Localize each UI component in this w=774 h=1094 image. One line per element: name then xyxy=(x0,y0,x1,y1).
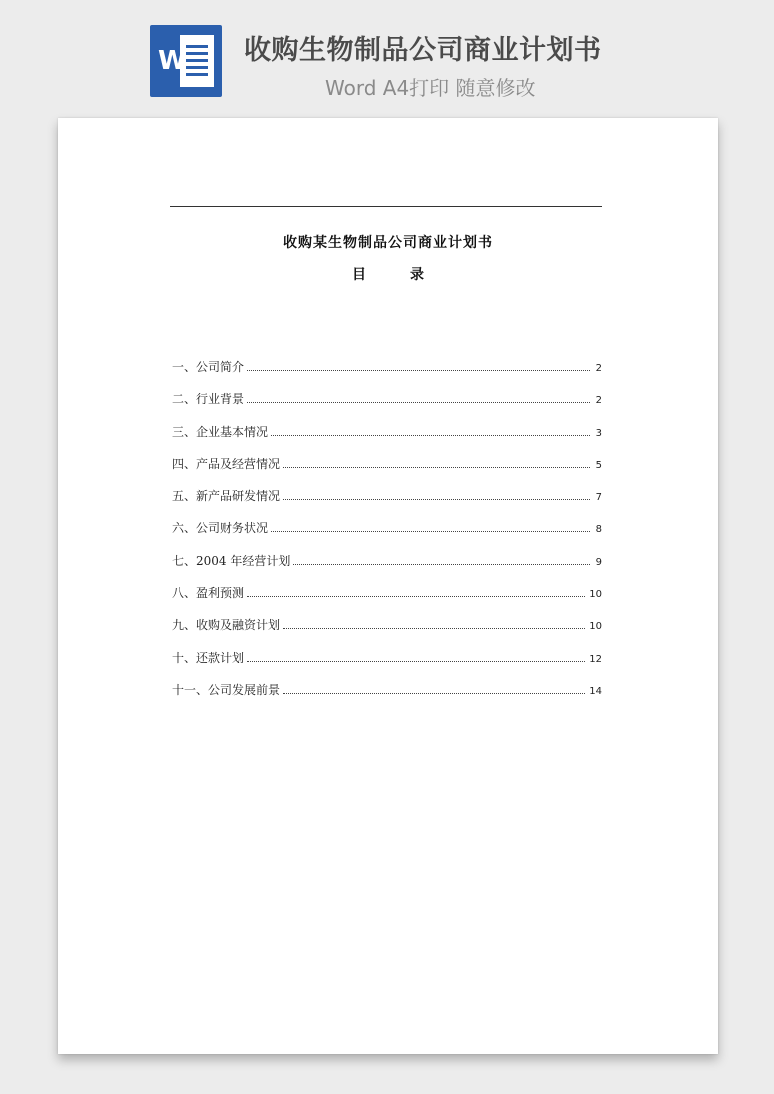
toc-heading: 目录 xyxy=(352,267,468,283)
toc-entry-page: 5 xyxy=(595,459,602,471)
toc-entry-label: 六、公司财务状况 xyxy=(172,521,269,536)
toc-entry-page: 8 xyxy=(595,524,602,536)
toc-entry-label: 九、收购及融资计划 xyxy=(172,618,281,633)
toc-entry-page: 9 xyxy=(595,556,602,568)
toc-entry-page: 10 xyxy=(589,621,602,633)
toc-entry-page: 12 xyxy=(589,653,602,665)
toc-entry-page: 3 xyxy=(595,427,602,439)
toc-leader-dots xyxy=(271,434,590,436)
toc-entry-label: 八、盈利预测 xyxy=(172,586,245,601)
toc-entry[interactable] xyxy=(172,390,602,422)
word-icon-letter: W xyxy=(158,46,187,76)
toc-leader-dots xyxy=(283,692,585,694)
toc-leader-dots xyxy=(247,369,590,371)
toc-entry[interactable] xyxy=(172,616,602,648)
toc-entry[interactable] xyxy=(172,552,602,584)
toc-entry[interactable] xyxy=(172,487,602,519)
toc-entry[interactable] xyxy=(172,455,602,487)
toc-entry-label: 十一、公司发展前景 xyxy=(172,682,281,697)
toc-leader-dots xyxy=(247,595,585,597)
toc-entry-label: 二、行业背景 xyxy=(172,392,245,407)
toc-leader-dots xyxy=(283,466,590,468)
toc-entry-page: 2 xyxy=(595,363,602,374)
toc-entry[interactable] xyxy=(172,423,602,455)
toc-leader-dots xyxy=(271,530,590,532)
toc-entry-page: 14 xyxy=(589,685,602,697)
toc-entry[interactable] xyxy=(172,584,602,616)
toc-entry[interactable] xyxy=(172,649,602,681)
toc-entry-label: 三、企业基本情况 xyxy=(172,424,269,439)
toc-leader-dots xyxy=(247,401,590,403)
toc-entry-label: 七、2004 年经营计划 xyxy=(172,553,291,568)
header-rule xyxy=(170,206,602,207)
toc-entry[interactable] xyxy=(172,519,602,551)
toc-entry-page: 7 xyxy=(595,492,602,504)
toc-entry-page: 2 xyxy=(595,395,602,407)
toc-entry-page: 10 xyxy=(589,589,602,601)
toc-leader-dots xyxy=(293,563,590,565)
header-banner xyxy=(0,0,774,112)
toc-entry-label: 一、公司简介 xyxy=(172,360,245,374)
banner-subtitle: Word A4打印 随意修改 xyxy=(325,76,536,100)
toc-entry-label: 五、新产品研发情况 xyxy=(172,489,281,504)
table-of-contents xyxy=(172,358,602,713)
document-title: 收购某生物制品公司商业计划书 xyxy=(283,235,493,251)
document-page xyxy=(58,118,718,1054)
toc-entry-label: 十、还款计划 xyxy=(172,650,245,665)
toc-leader-dots xyxy=(283,498,590,500)
toc-leader-dots xyxy=(247,660,585,662)
toc-entry[interactable] xyxy=(172,358,602,390)
toc-entry[interactable] xyxy=(172,681,602,713)
toc-entry-label: 四、产品及经营情况 xyxy=(172,456,281,471)
banner-title: 收购生物制品公司商业计划书 xyxy=(244,35,602,66)
word-icon xyxy=(150,25,222,97)
toc-leader-dots xyxy=(283,627,585,629)
